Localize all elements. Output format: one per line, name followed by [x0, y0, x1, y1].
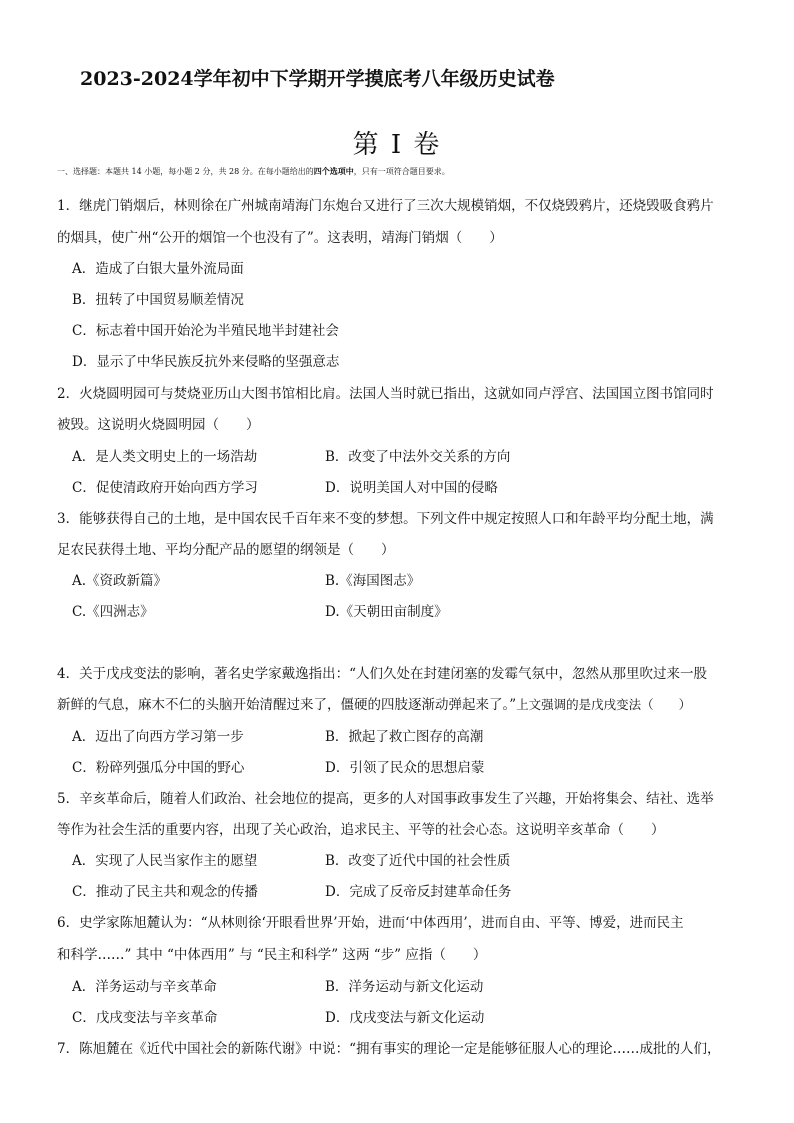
question-3-option-a: A.《资政新篇》	[72, 573, 168, 589]
question-2-option-b: B．改变了中法外交关系的方向	[325, 449, 511, 465]
question-1-option-c: C．标志着中国开始沦为半殖民地半封建社会	[72, 323, 339, 339]
question-5-option-d: D．完成了反帝反封建革命任务	[325, 884, 512, 900]
question-3-option-b: B.《海国图志》	[325, 573, 421, 589]
question-1-option-a: A．造成了白银大量外流局面	[72, 261, 244, 277]
question-1-option-b: B．扭转了中国贸易顺差情况	[72, 292, 244, 308]
question-4-line-1: 4．关于戊戌变法的影响，著名史学家戴逸指出：“人们久处在封建闭塞的发霉气氛中，忽然从那里吹过来一股	[57, 666, 707, 682]
question-2-option-c: C．促使清政府开始向西方学习	[72, 480, 258, 496]
question-5-option-c: C．推动了民主共和观念的传播	[72, 884, 258, 900]
question-2-line-2: 被毁。这说明火烧圆明园（ ）	[57, 417, 260, 433]
section-tail: ，只有一项符合题目要求。	[353, 167, 450, 176]
question-5-line-1: 5．辛亥革命后，随着人们政治、社会地位的提高，更多的人对国事政事发生了兴趣，开始将集会、结社、选举	[57, 791, 714, 807]
question-3-line-1: 3．能够获得自己的土地，是中国农民千百年来不变的梦想。下列文件中规定按照人口和年龄平均分配土地，满	[57, 511, 714, 527]
question-3-option-d: D.《天朝田亩制度》	[325, 604, 448, 620]
question-1-option-d: D．显示了中华民族反抗外来侵略的坚强意志	[72, 354, 340, 370]
question-4-line-2-text: 新鲜的气息，麻木不仁的头脑开始清醒过来了，僵硬的四肢逐渐动弹起来了。”	[57, 697, 517, 713]
question-2-line-1: 2．火烧圆明园可与焚烧亚历山大图书馆相比肩。法国人当时就已指出，这就如同卢浮宫、法国国立图书馆同时	[57, 386, 714, 402]
question-3-line-2: 足农民获得土地、平均分配产品的愿望的纲领是（ ）	[57, 542, 395, 558]
question-5-option-b: B．改变了近代中国的社会性质	[325, 853, 511, 869]
question-6-option-b: B．洋务运动与新文化运动	[325, 979, 484, 995]
question-6-line-2: 和科学……” 其中 “中体西用” 与 “民主和科学” 这两 “步” 应指（ ）	[57, 947, 487, 963]
volume-title: 第 I 卷	[352, 130, 442, 160]
question-1-line-2: 的烟具，使广州“公开的烟馆一个也没有了”。这表明，靖海门销烟（ ）	[57, 230, 503, 246]
question-1-line-1: 1．继虎门销烟后，林则徐在广州城南靖海门东炮台又进行了三次大规模销烟，不仅烧毁鸦片，还烧毁吸食鸦片	[57, 198, 714, 214]
question-3-option-c: C.《四洲志》	[72, 604, 154, 620]
section-instructions	[57, 166, 757, 177]
question-4-option-a: A．迈出了向西方学习第一步	[72, 729, 244, 745]
question-2-option-a: A．是人类文明史上的一场浩劫	[72, 449, 258, 465]
question-5-line-2: 等作为社会生活的重要内容，出现了关心政治，追求民主、平等的社会心态。这说明辛亥革命（ ）	[57, 822, 665, 838]
question-5-option-a: A．实现了人民当家作主的愿望	[72, 853, 258, 869]
question-7-line-1: 7．陈旭麓在《近代中国社会的新陈代谢》中说：“拥有事实的理论一定是能够征服人心的理论……成批的人们，	[57, 1041, 721, 1057]
question-2-option-d: D．说明美国人对中国的侵略	[325, 480, 498, 496]
question-6-option-a: A．洋务运动与辛亥革命	[72, 979, 217, 995]
question-4-line-2-tail: 上文强调的是戊戌变法（ ）	[516, 697, 692, 712]
question-4-option-c: C．粉碎列强瓜分中国的野心	[72, 760, 245, 776]
exam-title: 2023-2024学年初中下学期开学摸底考八年级历史试卷	[80, 68, 555, 90]
question-6-line-1: 6．史学家陈旭麓认为：“从林则徐‘开眼看世界’开始，进而‘中体西用’，进而自由、平等、博爱，进而民主	[57, 915, 684, 931]
question-4-option-d: D．引领了民众的思想启蒙	[325, 760, 485, 776]
question-6-option-d: D．戊戌变法与新文化运动	[325, 1010, 485, 1026]
question-4-line-2	[57, 695, 741, 715]
question-4-option-b: B．掀起了救亡图存的高潮	[325, 729, 484, 745]
section-emphasis: 四个选项中	[313, 166, 354, 176]
section-label: 一、选择题：本题共 14 小题，每小题 2 分，共 28 分。在每小题给出的	[57, 167, 314, 176]
question-6-option-c: C．戊戌变法与辛亥革命	[72, 1010, 218, 1026]
